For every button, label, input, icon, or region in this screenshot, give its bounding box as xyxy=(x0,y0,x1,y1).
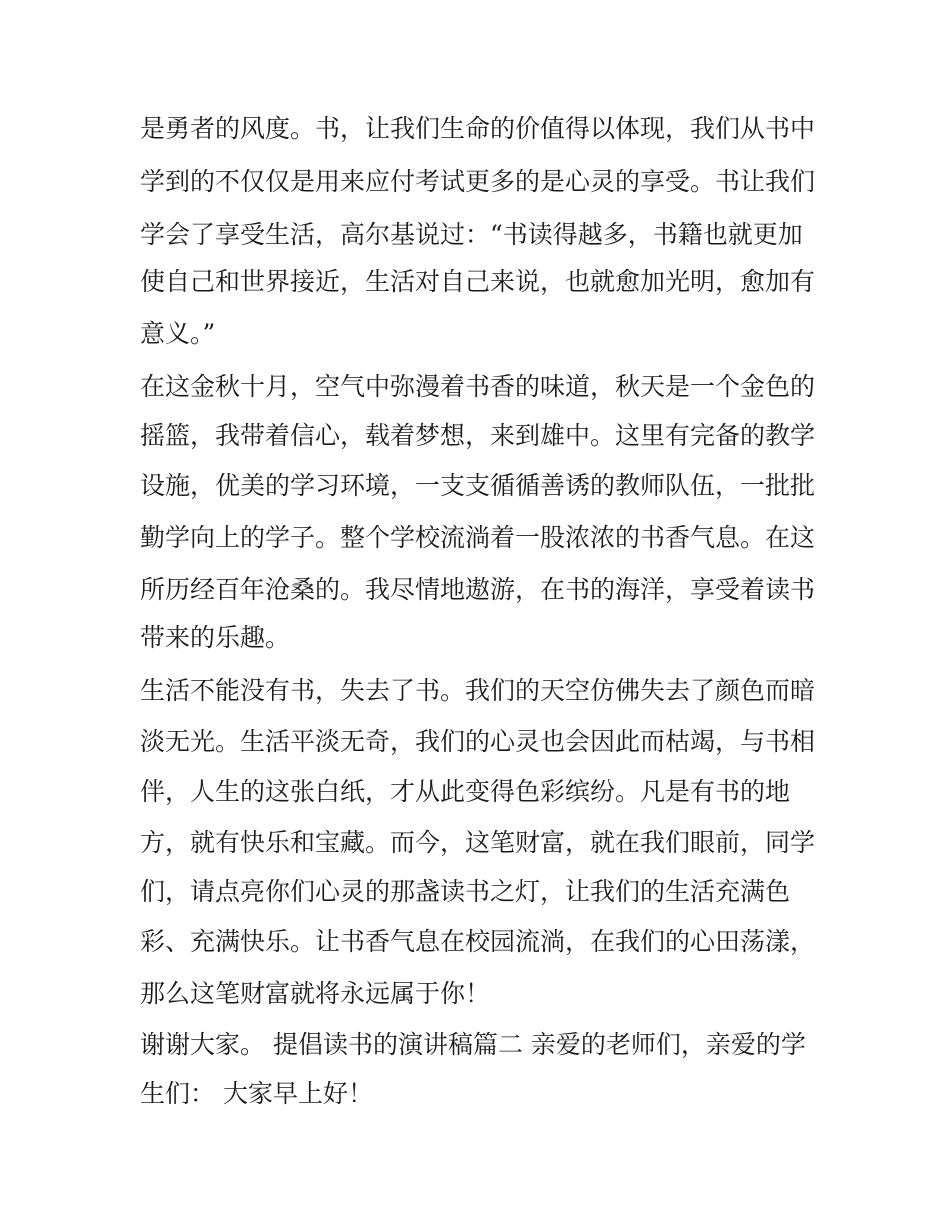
text-line: 彩、充满快乐。让书香气息在校园流淌，在我们的心田荡漾， xyxy=(140,927,816,956)
text-line: 是勇者的风度。书，让我们生命的价值得以体现，我们从书中 xyxy=(140,114,816,143)
text-line: 设施，优美的学习环境，一支支循循善诱的教师队伍，一批批 xyxy=(140,471,816,500)
text-line: 生活不能没有书，失去了书。我们的天空仿佛失去了颜色而暗 xyxy=(140,676,816,705)
text-line: 使自己和世界接近，生活对自己来说，也就愈加光明，愈加有 xyxy=(140,267,816,296)
text-line: 谢谢大家。 提倡读书的演讲稿篇二 亲爱的老师们，亲爱的学 xyxy=(140,1030,806,1059)
text-line: 学到的不仅仅是用来应付考试更多的是心灵的享受。书让我们 xyxy=(140,167,816,196)
text-line: 带来的乐趣。 xyxy=(140,623,291,652)
text-line: 摇篮，我带着信心，载着梦想，来到雄中。这里有完备的教学 xyxy=(140,421,816,450)
text-line: 伴，人生的这张白纸，才从此变得色彩缤纷。凡是有书的地 xyxy=(140,777,791,806)
text-line: 淡无光。生活平淡无奇，我们的心灵也会因此而枯竭，与书相 xyxy=(140,727,816,756)
text-line: 意义。” xyxy=(140,319,216,348)
text-line: 在这金秋十月，空气中弥漫着书香的味道，秋天是一个金色的 xyxy=(140,372,816,401)
text-line: 所历经百年沧桑的。我尽情地遨游，在书的海洋，享受着读书 xyxy=(140,575,816,604)
text-line: 勤学向上的学子。整个学校流淌着一股浓浓的书香气息。在这 xyxy=(140,523,816,552)
text-line: 们，请点亮你们心灵的那盏读书之灯，让我们的生活充满色 xyxy=(140,877,791,906)
text-line: 学会了享受生活，高尔基说过：“书读得越多，书籍也就更加 xyxy=(140,220,803,249)
text-line: 生们： 大家早上好！ xyxy=(140,1079,373,1108)
text-line: 那么这笔财富就将永远属于你！ xyxy=(140,979,491,1008)
text-line: 方，就有快乐和宝藏。而今，这笔财富，就在我们眼前，同学 xyxy=(140,828,816,857)
